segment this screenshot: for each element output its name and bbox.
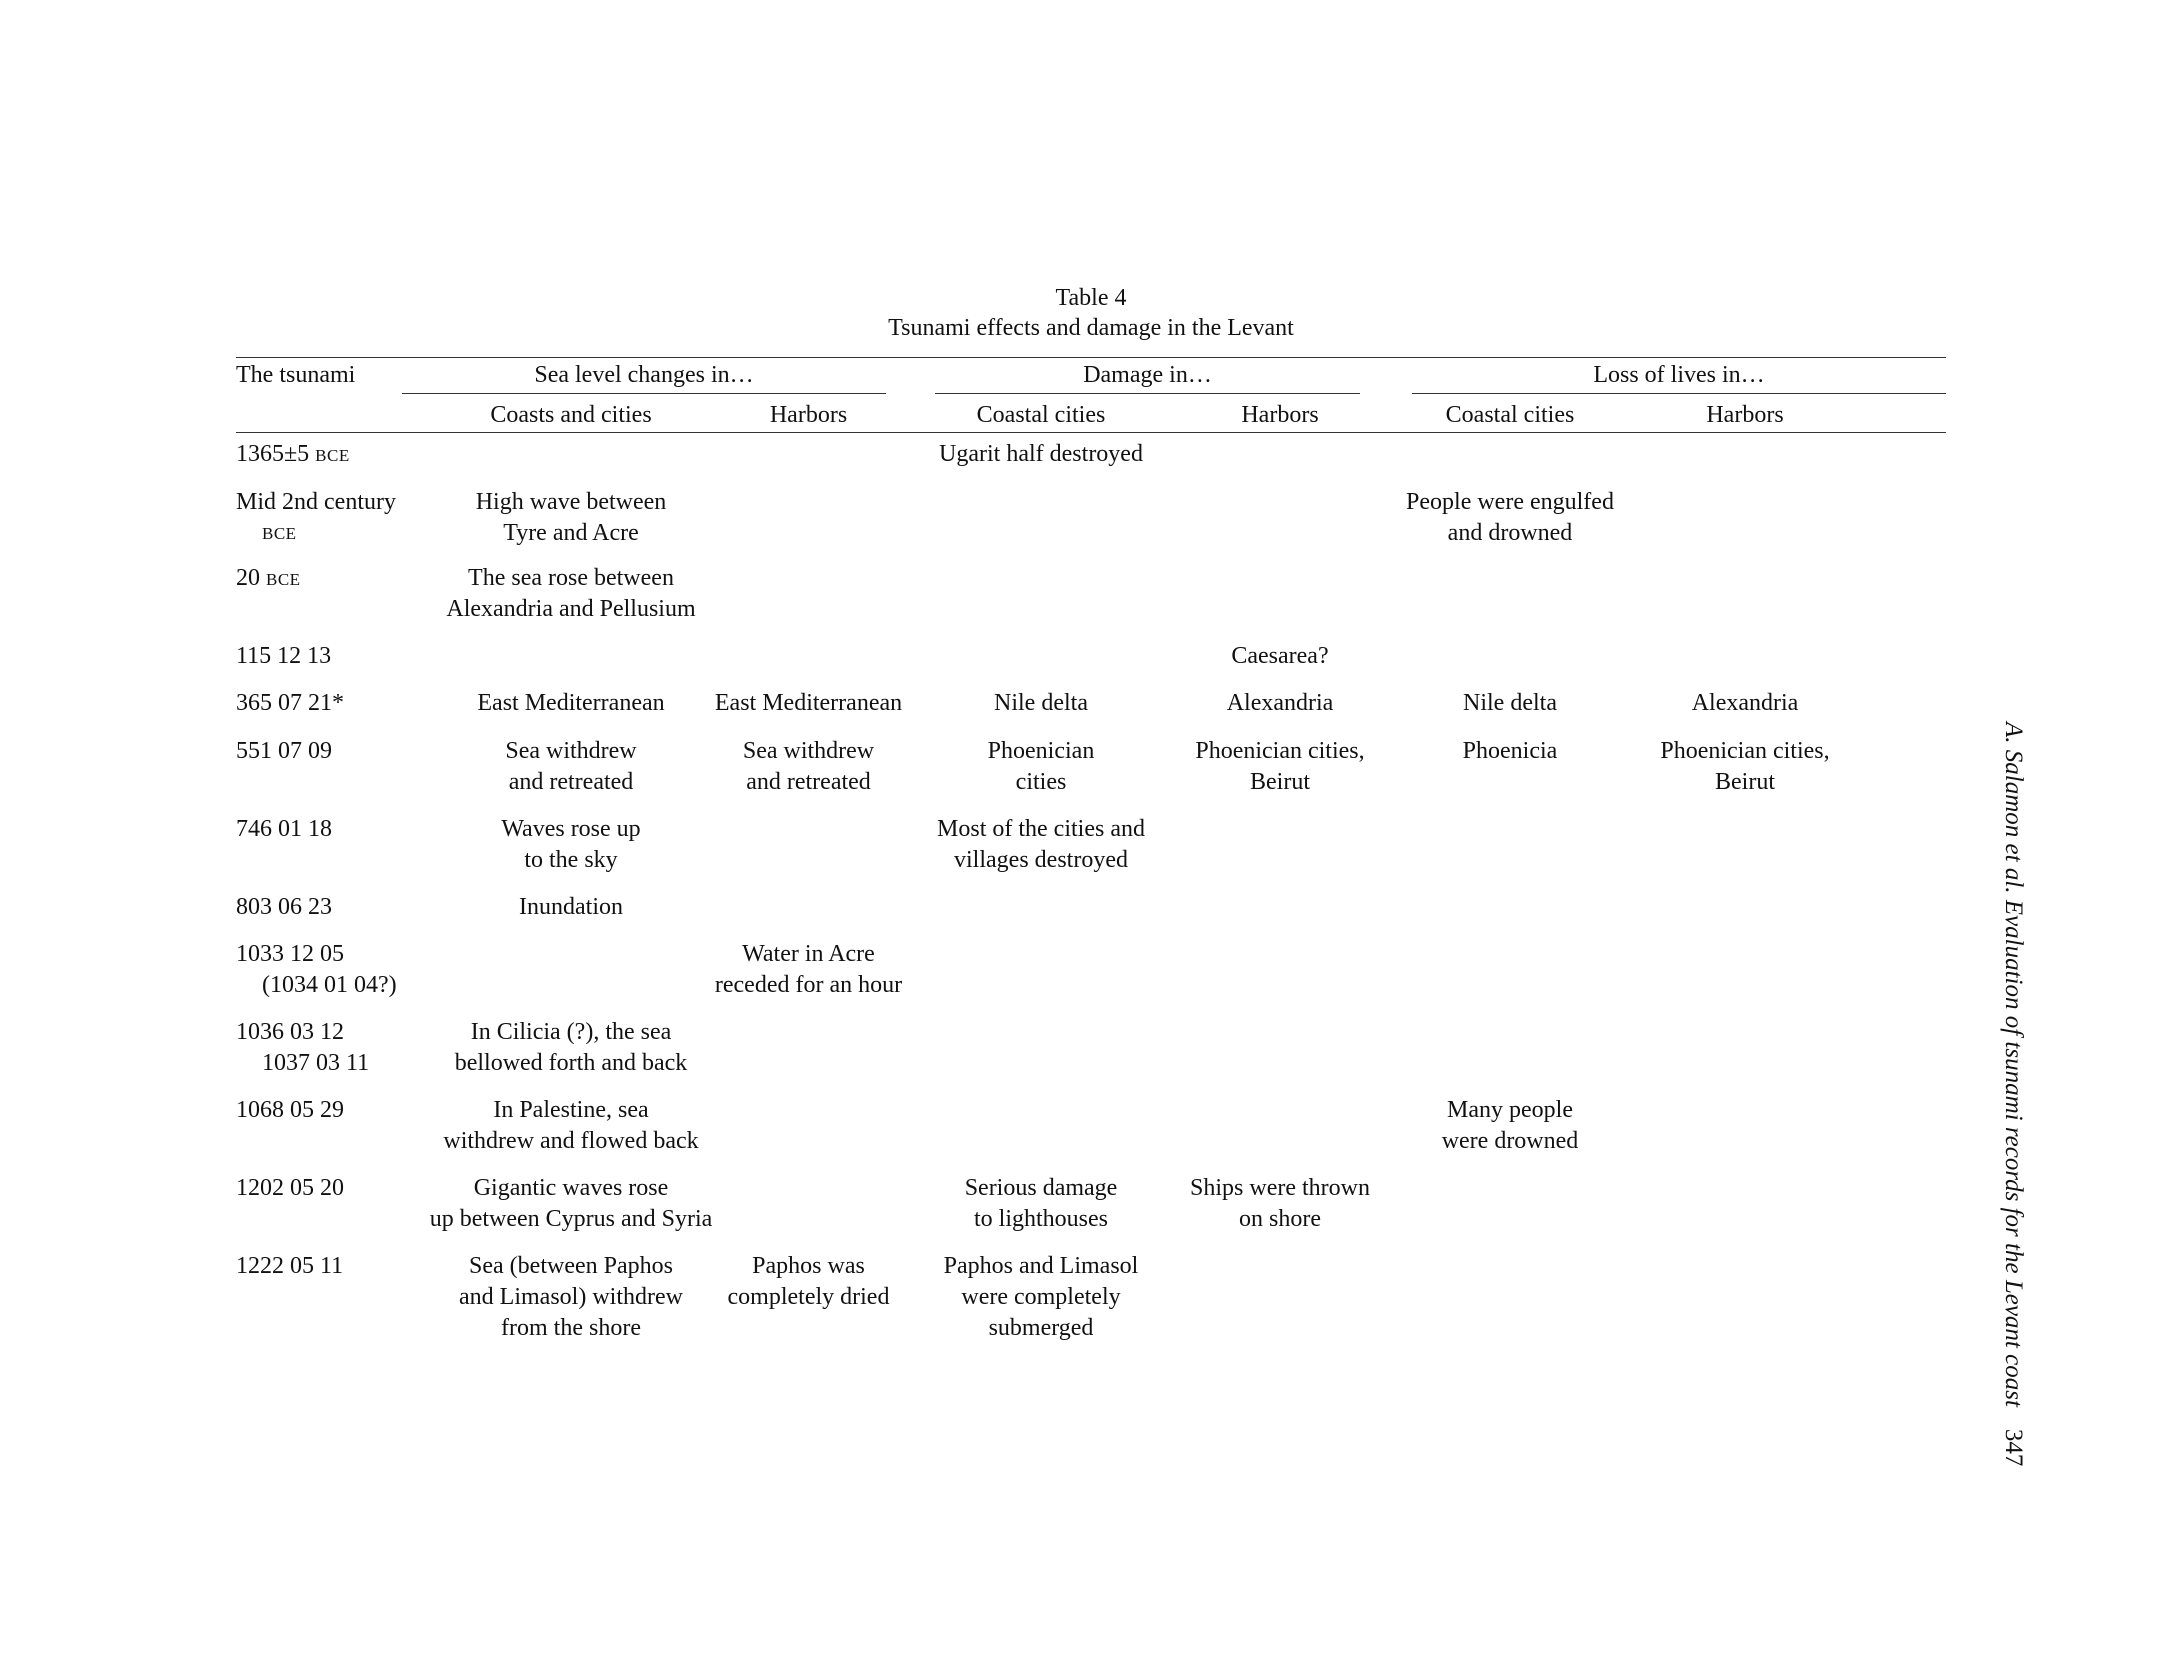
running-head-text: A. Salamon et al. Evaluation of tsunami records for the Levant coast: [2000, 722, 2027, 1407]
cell-damage-coastal: Ugarit half destroyed: [939, 441, 1143, 467]
cell-sea-harbors: Water in Acre receded for an hour: [714, 941, 903, 998]
header-bottom-rule: [236, 432, 1946, 433]
cell-damage-coastal: Most of the cities and villages destroyed: [937, 816, 1145, 873]
cell-damage-harbors: Ships were thrown on shore: [1190, 1175, 1370, 1232]
cell-lives-harbors: Phoenician cities, Beirut: [1660, 738, 1830, 795]
group-header-sea-level: Sea level changes in…: [534, 362, 754, 388]
tsunami-date: 803 06 23: [236, 894, 332, 920]
sub-header-lives-coastal: Coastal cities: [1445, 402, 1575, 428]
tsunami-date: 1068 05 29: [236, 1097, 344, 1123]
cell-damage-coastal: Phoenician cities: [987, 738, 1095, 795]
tsunami-date: 746 01 18: [236, 816, 332, 842]
cell-damage-harbors: Caesarea?: [1231, 643, 1329, 669]
running-head: [1998, 722, 2028, 1466]
cell-lives-coastal: Phoenicia: [1462, 738, 1558, 764]
table-top-rule: [236, 357, 1946, 358]
tsunami-date: 115 12 13: [236, 643, 332, 669]
group-header-loss-of-lives: Loss of lives in…: [1593, 362, 1765, 388]
cell-sea-coasts: High wave between Tyre and Acre: [475, 489, 667, 546]
tsunami-date: 1036 03 12 1037 03 11: [236, 1019, 370, 1076]
tsunami-date: Mid 2nd century BCE: [236, 489, 396, 543]
sub-header-damage-harbors: Harbors: [1241, 402, 1319, 428]
tsunami-date: 20 BCE: [236, 565, 301, 591]
tsunami-date: 1202 05 20: [236, 1175, 344, 1201]
cell-damage-coastal: Serious damage to lighthouses: [964, 1175, 1118, 1232]
cell-damage-harbors: Alexandria: [1226, 690, 1334, 716]
cell-lives-harbors: Alexandria: [1691, 690, 1799, 716]
cell-lives-coastal: Many people were drowned: [1441, 1097, 1579, 1154]
group-rule-damage: [935, 393, 1360, 394]
cell-sea-harbors: Sea withdrew and retreated: [742, 738, 875, 795]
cell-sea-coasts: Sea withdrew and retreated: [505, 738, 637, 795]
cell-sea-harbors: East Mediterranean: [714, 690, 903, 716]
group-header-damage: Damage in…: [1083, 362, 1212, 388]
cell-sea-harbors: Paphos was completely dried: [727, 1253, 890, 1310]
cell-sea-coasts: In Cilicia (?), the sea bellowed forth and back: [454, 1019, 688, 1076]
group-rule-sea-level: [402, 393, 886, 394]
table-title: Tsunami effects and damage in the Levant: [888, 315, 1294, 341]
group-rule-loss-of-lives: [1412, 393, 1946, 394]
tsunami-date: 1033 12 05 (1034 01 04?): [236, 941, 397, 998]
cell-sea-coasts: Waves rose up to the sky: [501, 816, 641, 873]
cell-sea-coasts: In Palestine, sea withdrew and flowed back: [443, 1097, 699, 1154]
table-number: Table 4: [1055, 285, 1127, 311]
cell-damage-coastal: Paphos and Limasol were completely submerged: [943, 1253, 1139, 1341]
cell-sea-coasts: Gigantic waves rose up between Cyprus and Syria: [429, 1175, 713, 1232]
tsunami-date: 551 07 09: [236, 738, 332, 764]
sub-header-sea-harbors: Harbors: [769, 402, 848, 428]
page-number: 347: [2000, 1428, 2027, 1467]
cell-sea-coasts: East Mediterranean: [477, 690, 665, 716]
sub-header-lives-harbors: Harbors: [1706, 402, 1784, 428]
sub-header-damage-coastal: Coastal cities: [976, 402, 1106, 428]
cell-damage-coastal: Nile delta: [994, 690, 1088, 716]
cell-lives-coastal: Nile delta: [1463, 690, 1557, 716]
col-header-tsunami: The tsunami: [236, 362, 356, 388]
cell-sea-coasts: Inundation: [519, 894, 623, 920]
cell-damage-harbors: Phoenician cities, Beirut: [1195, 738, 1365, 795]
cell-lives-coastal: People were engulfed and drowned: [1406, 489, 1614, 546]
tsunami-date: 1365±5 BCE: [236, 441, 350, 467]
tsunami-date: 365 07 21*: [236, 690, 344, 716]
sub-header-sea-coasts: Coasts and cities: [490, 402, 652, 428]
cell-sea-coasts: The sea rose between Alexandria and Pellusium: [446, 565, 696, 622]
tsunami-date: 1222 05 11: [236, 1253, 344, 1279]
cell-sea-coasts: Sea (between Paphos and Limasol) withdrew from the shore: [459, 1253, 683, 1341]
